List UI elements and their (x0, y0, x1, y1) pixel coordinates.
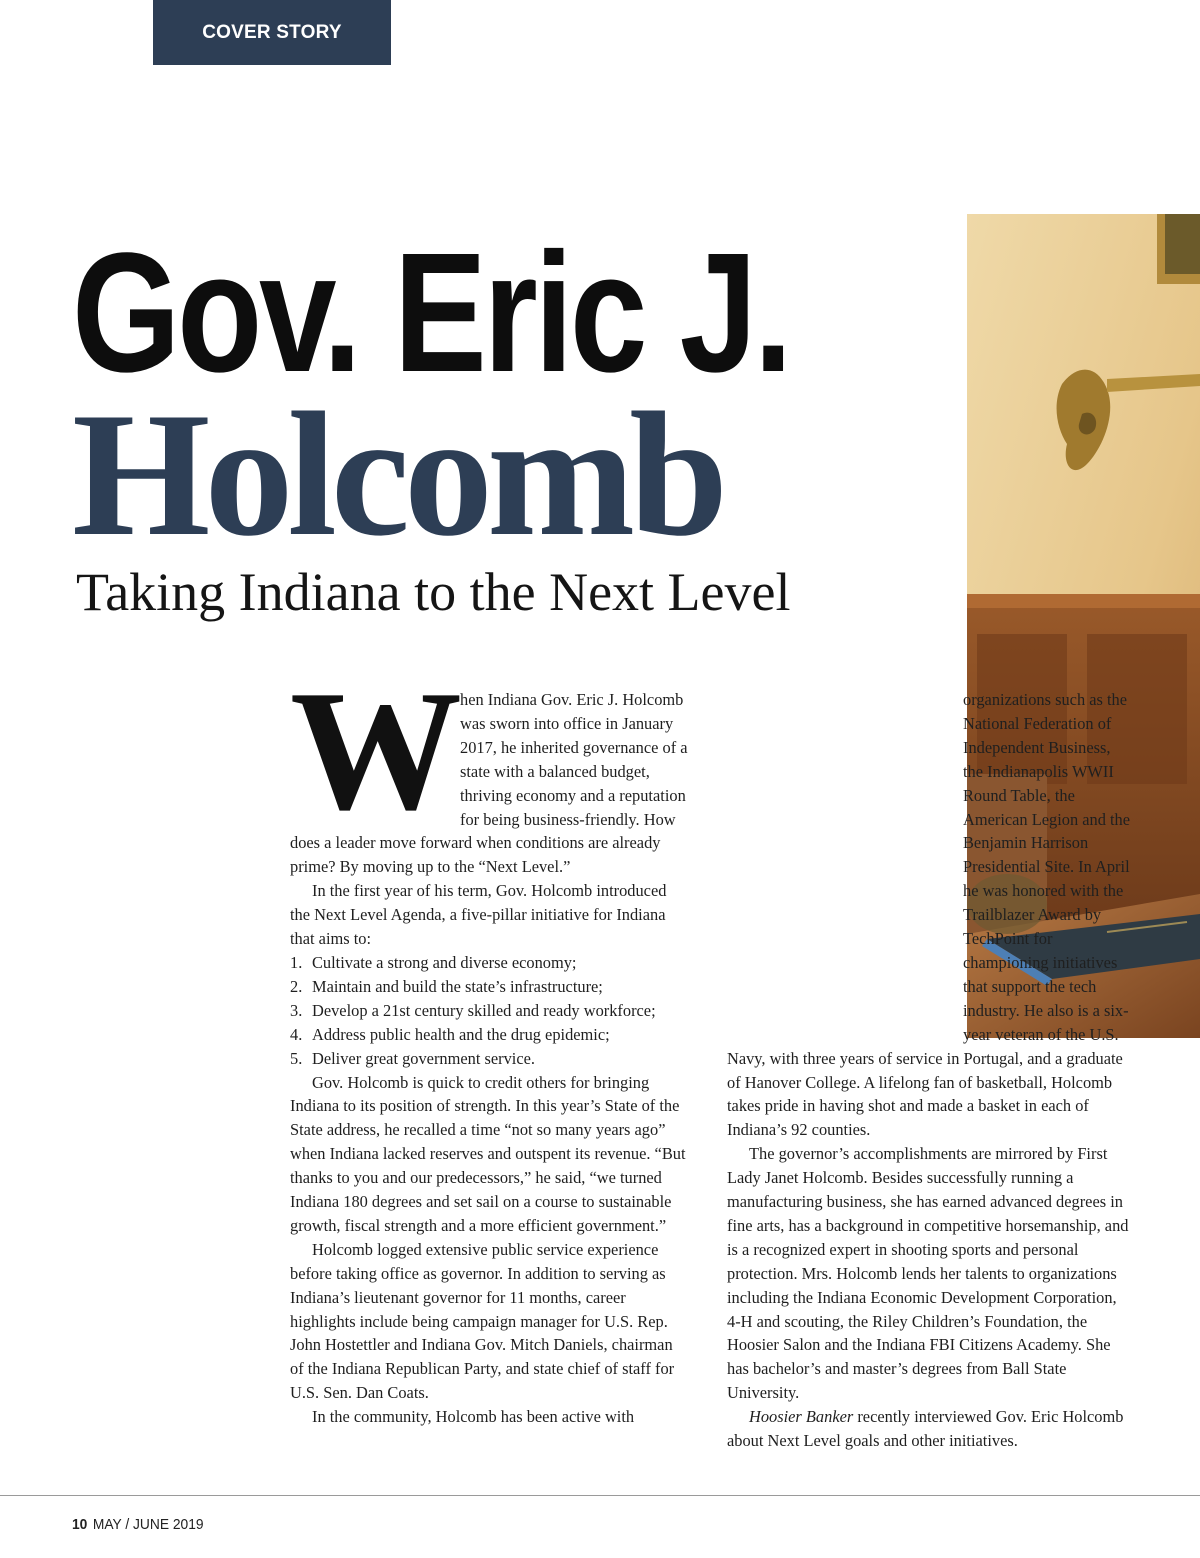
list-item (290, 975, 690, 999)
issue-date: MAY / JUNE 2019 (92, 1516, 204, 1533)
publication-name: Hoosier Banker (749, 1407, 854, 1427)
page-number: 10 (72, 1516, 88, 1533)
list-item-text: Develop a 21st century skilled and ready workforce; (312, 1000, 656, 1020)
agenda-list (290, 951, 690, 1071)
list-item (290, 951, 690, 975)
list-item-text: Address public health and the drug epidemic; (312, 1024, 610, 1044)
headline-name-line2: Holcomb (72, 375, 723, 573)
article-paragraph-1 (290, 656, 690, 879)
list-item-text: Maintain and build the state’s infrastructure; (312, 976, 603, 996)
article-column-2 (727, 688, 1132, 1453)
list-item (290, 1023, 690, 1047)
list-item-number: 5. (290, 1048, 303, 1068)
article-paragraph-3: Gov. Holcomb is quick to credit others for bringing Indiana to its position of strength. In this year’s State of the State address, he recalled a time “not so many years ago” when Indiana lacked reserves and outspent its revenue. “But thanks to you and our predecessors,” he said, “we turned Indiana 180 degrees and set sail on a course to sustainable growth, fiscal strength and a more efficient government.” (290, 1072, 686, 1235)
list-item-number: 2. (290, 976, 303, 996)
footer-rule (0, 1495, 1200, 1496)
list-item (290, 999, 690, 1023)
article-paragraph-5-continued (727, 688, 1132, 1142)
article-paragraph-7 (727, 1405, 1132, 1453)
list-item (290, 1047, 690, 1071)
drop-cap: W (290, 656, 454, 846)
list-item-number: 1. (290, 952, 303, 972)
article-paragraph-6: The governor’s accomplishments are mirrored by First Lady Janet Holcomb. Besides successfully running a manufacturing business, she has earned advanced degrees in fine arts, has a background in competitive horsemanship, and is a recognized expert in shooting sports and personal protection. Mrs. Holcomb lends her talents to organizations including the Indiana Economic Development Corporation, 4-H and scouting, the Riley Children’s Foundation, the Hoosier Salon and the Indiana FBI Citizens Academy. She has bachelor’s and master’s degrees from Ball State University. (727, 1144, 1129, 1403)
article-paragraph-5-start: In the community, Holcomb has been active with (312, 1407, 635, 1427)
list-item-number: 3. (290, 1000, 303, 1020)
article-column-1 (290, 656, 690, 1429)
list-item-number: 4. (290, 1024, 303, 1044)
headline-subtitle: Taking Indiana to the Next Level (76, 562, 791, 622)
article-paragraph-1-text: hen Indiana Gov. Eric J. Holcomb was sworn into office in January 2017, he inherited governance of a state with a balanced budget, thriving economy and a reputation for being business-friendly. How does a leader move forward when conditions are already prime? By moving up to the “Next Level.” (290, 690, 688, 877)
article-paragraph-2: In the first year of his term, Gov. Holcomb introduced the Next Level Agenda, a five-pillar initiative for Indiana that aims to: (290, 881, 667, 949)
article-paragraph-4: Holcomb logged extensive public service experience before taking office as governor. In addition to serving as Indiana’s lieutenant governor for 11 months, career highlights include being campaign manager for U.S. Rep. John Hostettler and Indiana Gov. Mitch Daniels, chairman of the Indiana Republican Party, and state chief of staff for U.S. Sen. Dan Coats. (290, 1239, 675, 1403)
page-footer (72, 1516, 204, 1533)
section-tab: COVER STORY (153, 0, 391, 65)
article-paragraph-5-continued-text: organizations such as the National Federation of Independent Business, the Indianapolis WWII Round Table, the American Legion and the Benjamin Harrison Presidential Site. In April he was honored with the Trailblazer Award by TechPoint for championing initiatives that support the tech industry. He also is a six-year veteran of the U.S. Navy, with three years of service in Portugal, and a graduate of Hanover College. A lifelong fan of basketball, Holcomb takes pride in having shot and made a basket in each of Indiana’s 92 counties. (727, 690, 1131, 1140)
list-item-text: Cultivate a strong and diverse economy; (312, 952, 577, 972)
article-paragraph-7-text: recently interviewed Gov. Eric Holcomb about Next Level goals and other initiatives. (727, 1407, 1124, 1451)
list-item-text: Deliver great government service. (312, 1048, 535, 1068)
photo-wrap-space (727, 688, 963, 1046)
headline-name-line1: Gov. Eric J. (72, 218, 790, 408)
